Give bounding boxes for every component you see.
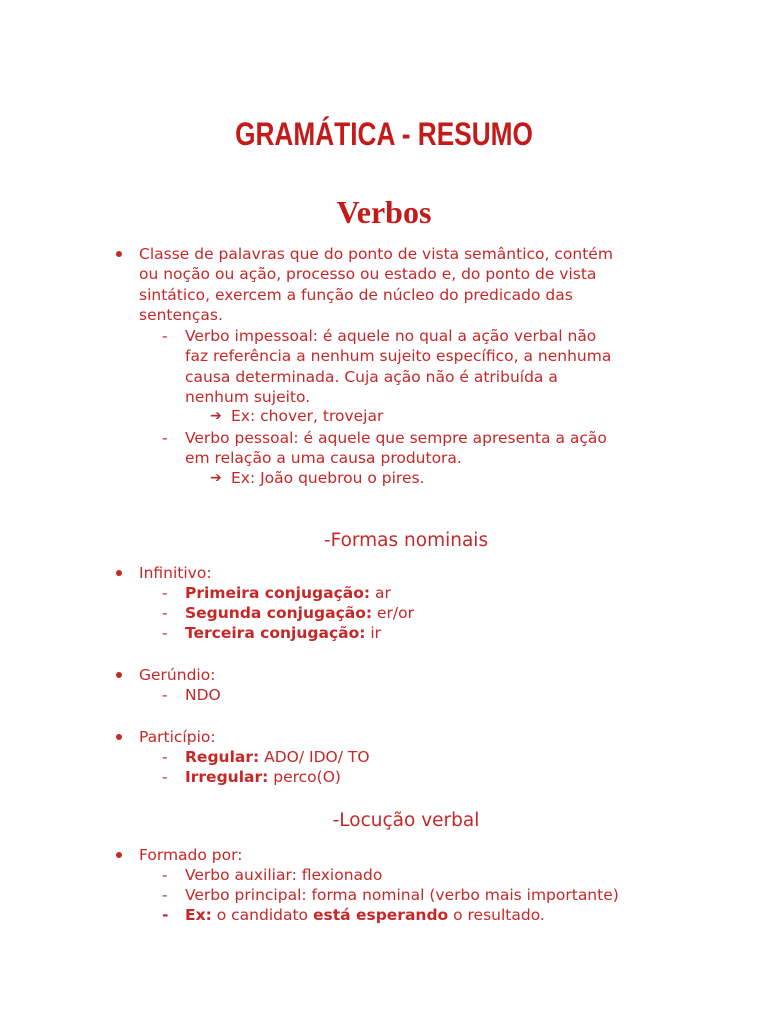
impessoal-line: nenhum sujeito.	[185, 388, 311, 406]
impessoal-example: Ex: chover, trovejar	[231, 407, 384, 425]
bullet-icon	[116, 734, 122, 740]
page-title: GRAMÁTICA - RESUMO	[235, 116, 533, 152]
dash-marker: -	[162, 604, 168, 622]
list-item: Regular: ADO/ IDO/ TO	[185, 748, 370, 766]
section-title-locucao-verbal: -Locução verbal	[332, 810, 480, 831]
definition-line: sentenças.	[139, 306, 223, 324]
participio-label: Particípio:	[139, 728, 216, 746]
list-item: Primeira conjugação: ar	[185, 584, 391, 602]
list-item: Segunda conjugação: er/or	[185, 604, 414, 622]
example-line: Ex: o candidato está esperando o resultado.	[185, 906, 545, 924]
definition-line: sintático, exercem a função de núcleo do predicado das	[139, 286, 573, 304]
list-item: Verbo auxiliar: flexionado	[185, 866, 383, 884]
infinitivo-label: Infinitivo:	[139, 564, 212, 582]
dash-marker: -	[162, 886, 168, 904]
impessoal-line: causa determinada. Cuja ação não é atribuída a	[185, 368, 558, 386]
bullet-icon	[116, 672, 122, 678]
bullet-icon	[116, 570, 122, 576]
impessoal-line: Verbo impessoal: é aquele no qual a ação verbal não	[185, 327, 597, 345]
definition-line: Classe de palavras que do ponto de vista semântico, contém	[139, 245, 613, 263]
pessoal-line: em relação a uma causa produtora.	[185, 449, 462, 467]
dash-marker: -	[162, 429, 168, 447]
arrow-icon: ➔	[210, 470, 222, 486]
dash-marker: -	[162, 327, 168, 345]
definition-line: ou noção ou ação, processo ou estado e, do ponto de vista	[139, 265, 597, 283]
dash-marker: -	[162, 686, 168, 704]
list-item: Terceira conjugação: ir	[185, 624, 382, 642]
section-title-verbos: Verbos	[336, 194, 432, 230]
pessoal-line: Verbo pessoal: é aquele que sempre apresenta a ação	[185, 429, 607, 447]
list-item: NDO	[185, 686, 221, 704]
list-item: Irregular: perco(O)	[185, 768, 341, 786]
dash-marker: -	[162, 768, 168, 786]
formado-por-label: Formado por:	[139, 846, 243, 864]
dash-marker: -	[162, 584, 168, 602]
bullet-icon	[116, 251, 122, 257]
impessoal-line: faz referência a nenhum sujeito específico, a nenhuma	[185, 347, 612, 365]
section-title-formas-nominais: -Formas nominais	[323, 530, 489, 551]
bullet-icon	[116, 852, 122, 858]
gerundio-label: Gerúndio:	[139, 666, 216, 684]
arrow-icon: ➔	[210, 408, 222, 424]
dash-marker: -	[162, 624, 168, 642]
dash-marker: -	[162, 748, 168, 766]
dash-marker: -	[162, 866, 168, 884]
list-item: Verbo principal: forma nominal (verbo mais importante)	[185, 886, 619, 904]
dash-marker: -	[162, 906, 169, 924]
pessoal-example: Ex: João quebrou o pires.	[231, 469, 425, 487]
